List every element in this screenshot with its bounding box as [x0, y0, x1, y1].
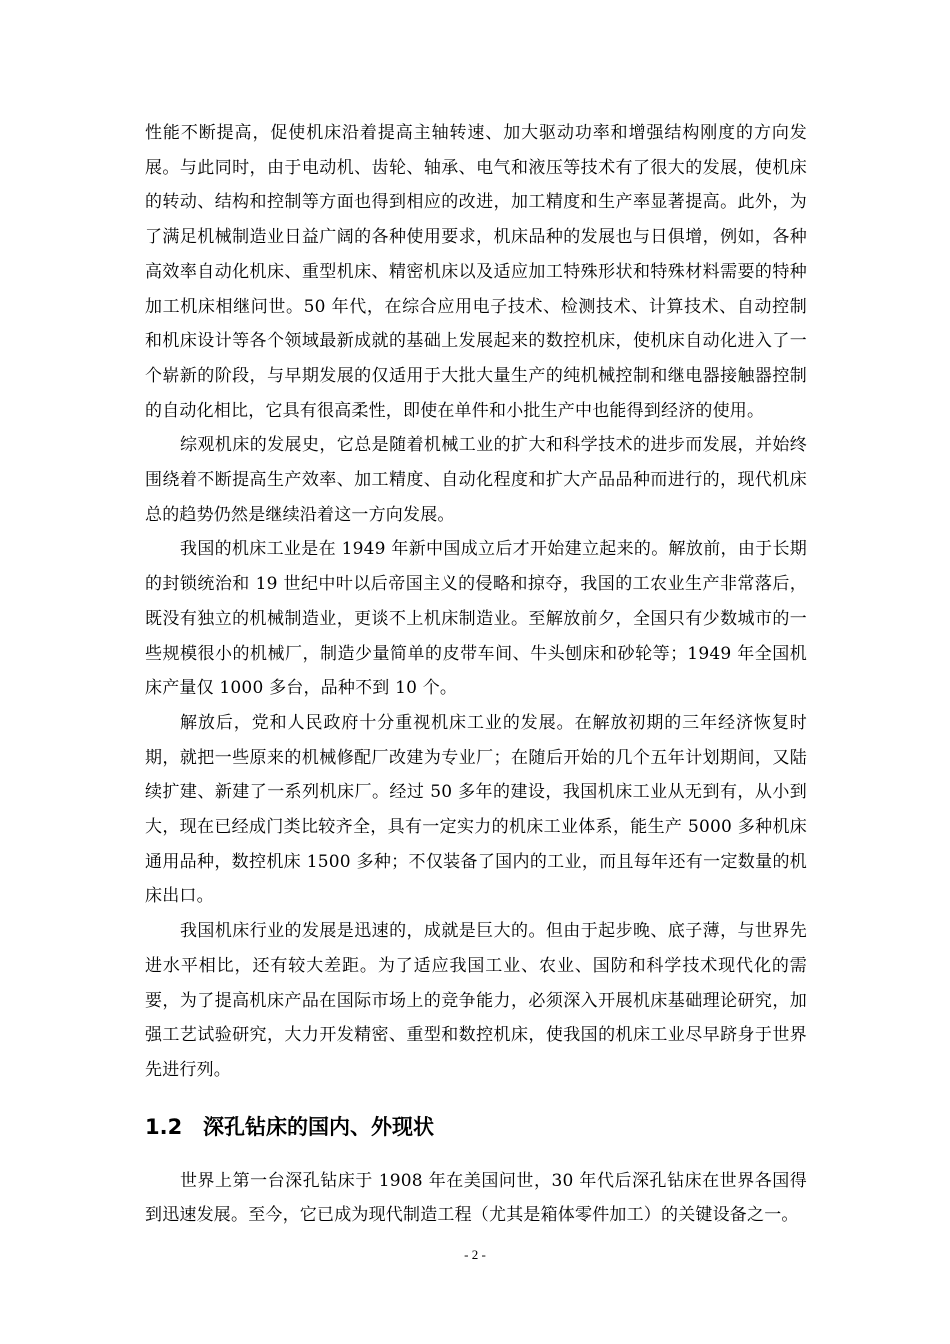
- body-paragraph-2: 综观机床的发展史，它总是随着机械工业的扩大和科学技术的进步而发展，并始终围绕着不断提高生产效率、加工精度、自动化程度和扩大产品品种而进行的，现代机床总的趋势仍然是继续沿着这一方向发展。: [145, 435, 807, 525]
- body-paragraph-4: 解放后，党和人民政府十分重视机床工业的发展。在解放初期的三年经济恢复时期，就把一些原来的机械修配厂改建为专业厂；在随后开始的几个五年计划期间，又陆续扩建、新建了一系列机床厂。经过 50 多年的建设，我国机床工业从无到有，从小到大，现在已经成门类比较齐全，具有一定实力的机床工业体系，能生产 5000 多种机床通用品种，数控机床 1500 多种；不仅装备了国内的工业，而且每年还有一定数量的机床出口。: [145, 712, 807, 907]
- body-paragraph-5: 我国机床行业的发展是迅速的，成就是巨大的。但由于起步晚、底子薄，与世界先进水平相比，还有较大差距。为了适应我国工业、农业、国防和科学技术现代化的需要，为了提高机床产品在国际市场上的竞争能力，必须深入开展机床基础理论研究，加强工艺试验研究，大力开发精密、重型和数控机床，使我国的机床工业尽早跻身于世界先进行列。: [145, 921, 807, 1080]
- section-number: 1.2: [145, 1114, 183, 1139]
- document-body: [145, 116, 807, 1233]
- section-heading: [145, 1110, 807, 1144]
- section-paragraph-1: 世界上第一台深孔钻床于 1908 年在美国问世，30 年代后深孔钻床在世界各国得到迅速发展。至今，它已成为现代制造工程（尤其是箱体零件加工）的关键设备之一。: [145, 1170, 807, 1226]
- page-number: - 2 -: [464, 1247, 486, 1262]
- body-paragraph-1: 性能不断提高，促使机床沿着提高主轴转速、加大驱动功率和增强结构刚度的方向发展。与此同时，由于电动机、齿轮、轴承、电气和液压等技术有了很大的发展，使机床的转动、结构和控制等方面也得到相应的改进，加工精度和生产率显著提高。此外，为了满足机械制造业日益广阔的各种使用要求，机床品种的发展也与日俱增，例如，各种高效率自动化机床、重型机床、精密机床以及适应加工特殊形状和特殊材料需要的特种加工机床相继问世。50 年代，在综合应用电子技术、检测技术、计算技术、自动控制和机床设计等各个领域最新成就的基础上发展起来的数控机床，使机床自动化进入了一个崭新的阶段，与早期发展的仅适用于大批大量生产的纯机械控制和继电器接触器控制的自动化相比，它具有很高柔性，即使在单件和小批生产中也能得到经济的使用。: [145, 123, 807, 421]
- section-title: 深孔钻床的国内、外现状: [203, 1114, 434, 1139]
- body-paragraph-3: 我国的机床工业是在 1949 年新中国成立后才开始建立起来的。解放前，由于长期的封锁统治和 19 世纪中叶以后帝国主义的侵略和掠夺，我国的工农业生产非常落后，既没有独立的机械制造业，更谈不上机床制造业。至解放前夕，全国只有少数城市的一些规模很小的机械厂，制造少量简单的皮带车间、牛头刨床和砂轮等；1949 年全国机床产量仅 1000 多台，品种不到 10 个。: [145, 539, 807, 699]
